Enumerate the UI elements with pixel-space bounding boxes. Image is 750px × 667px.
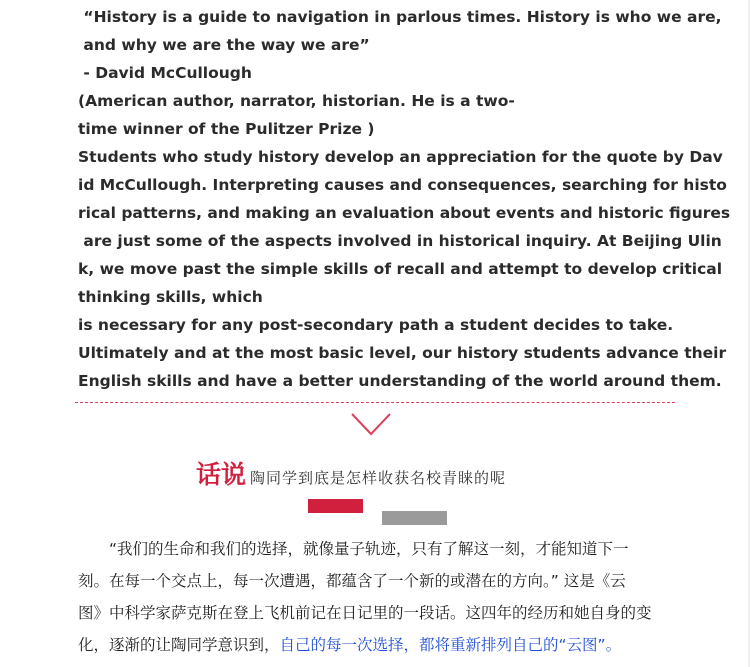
gray-accent-bar: [382, 511, 447, 525]
quote-line: “History is a guide to navigation in parlous times. History is who we are,: [78, 8, 722, 26]
red-accent-bar: [308, 499, 363, 513]
dotted-divider: [75, 402, 675, 403]
paragraph-line: “我们的生命和我们的选择，就像量子轨迹，只有了解这一刻，才能知道下一: [78, 540, 629, 558]
chinese-paragraph: [78, 533, 678, 661]
highlighted-text: 自己的每一次选择，都将重新排列自己的“云图”。: [279, 636, 622, 654]
body-text-line: English skills and have a better understanding of the world around them.: [78, 372, 722, 390]
heading-highlight: 话说: [196, 460, 247, 489]
body-text-line: rical patterns, and making an evaluation about events and historic figures: [78, 204, 731, 222]
body-text-line: is necessary for any post-secondary path a student decides to take.: [78, 316, 674, 334]
body-text-line: Ultimately and at the most basic level, our history students advance their: [78, 344, 727, 362]
attribution-note: (American author, narrator, historian. He is a two-: [78, 92, 515, 110]
body-text-line: thinking skills, which: [78, 288, 263, 306]
body-text-line: id McCullough. Interpreting causes and consequences, searching for histo: [78, 176, 727, 194]
body-text-line: k, we move past the simple skills of recall and attempt to develop critical: [78, 260, 723, 278]
chevron-down-icon: [350, 410, 392, 438]
paragraph-line: [78, 629, 678, 661]
section-heading: [196, 455, 506, 491]
paragraph-text: 化，逐渐的让陶同学意识到，: [78, 636, 280, 654]
quote-line: and why we are the way we are”: [78, 36, 370, 54]
body-text-line: are just some of the aspects involved in historical inquiry. At Beijing Ulin: [78, 232, 722, 250]
body-text-line: Students who study history develop an appreciation for the quote by Dav: [78, 148, 723, 166]
heading-text: 陶同学到底是怎样收获名校青睐的呢: [250, 469, 507, 487]
paragraph-line: 图》中科学家萨克斯在登上飞机前记在日记里的一段话。这四年的经历和她自身的变: [78, 604, 652, 622]
english-quote-section: [78, 3, 731, 395]
paragraph-line: 刻。在每一个交点上，每一次遭遇，都蕴含了一个新的或潜在的方向。” 这是《云: [78, 572, 626, 590]
quote-attribution: - David McCullough: [78, 64, 252, 82]
attribution-note: time winner of the Pulitzer Prize ): [78, 120, 375, 138]
